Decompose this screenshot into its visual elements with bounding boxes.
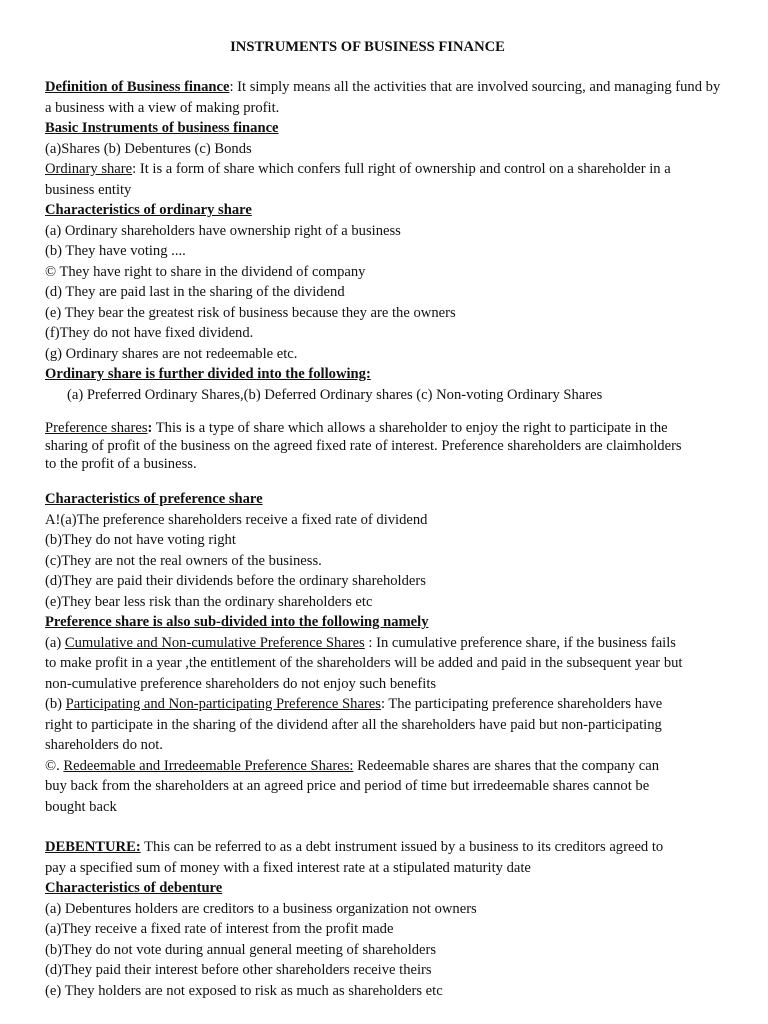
participating-line-2: right to participate in the sharing of the dividend after all the shareholders have paid but non-participating [45, 716, 662, 733]
preference-shares-term: Preference shares [45, 420, 148, 436]
debenture-section [45, 837, 750, 1001]
redeemable-line-3: bought back [45, 798, 117, 815]
cumulative-line-3: non-cumulative preference shareholders do not enjoy such benefits [45, 675, 437, 692]
ordinary-share-definition-line-2: business entity [45, 181, 132, 198]
redeemable-line-2: buy back from the shareholders at an agreed price and period of time but irredeemable shares cannot be [45, 778, 650, 794]
ordinary-divided-heading: Ordinary share is further divided into the following: [45, 366, 371, 382]
ordinary-divided-list: (a) Preferred Ordinary Shares,(b) Deferred Ordinary shares (c) Non-voting Ordinary Shares [67, 386, 603, 403]
redeemable-line-1 [45, 756, 750, 777]
participating-line-3: shareholders do not. [45, 737, 163, 753]
preference-shares-definition-text: This is a type of share which allows a shareholder to enjoy the right to participate in the [152, 420, 668, 436]
preference-shares-definition-line-2: sharing of profit of the business on the agreed fixed rate of interest. Preference shareholders are claimholders [45, 438, 682, 454]
cumulative-prefix: (a) [45, 634, 65, 651]
business-finance-term: Definition of Business finance [45, 79, 230, 95]
business-finance-definition-line-2: a business with a view of making profit. [45, 99, 280, 116]
cumulative-line-2: to make profit in a year ,the entitlement of the shareholders will be added and paid in the subsequent year but [45, 655, 683, 671]
preference-characteristics-heading: Characteristics of preference share [45, 491, 263, 507]
ordinary-share-section [45, 77, 750, 405]
ordinary-share-definition-text: : It is a form of share which confers full right of ownership and control on a shareholder in a [132, 161, 671, 177]
preference-shares-section [45, 419, 750, 473]
cumulative-term: Cumulative and Non-cumulative Preference Shares [64, 634, 365, 651]
list-item: A!(a)The preference shareholders receive a fixed rate of dividend [45, 511, 428, 528]
list-item: (b)They do not vote during annual general meeting of shareholders [45, 941, 437, 958]
participating-term: Participating and Non-participating Preference Shares [65, 696, 381, 712]
list-item: (a)They receive a fixed rate of interest from the profit made [45, 921, 394, 937]
list-item: (a) Debentures holders are creditors to a business organization not owners [45, 900, 477, 917]
participating-prefix: (b) [45, 696, 66, 712]
debenture-term: DEBENTURE: [45, 839, 141, 855]
redeemable-term: Redeemable and Irredeemable Preference Shares: [63, 757, 354, 774]
ordinary-share-term: Ordinary share [45, 161, 133, 177]
list-item: (e) They holders are not exposed to risk as much as shareholders etc [45, 982, 443, 999]
list-item: (b) They have voting .... [45, 243, 186, 259]
list-item: (d) They are paid last in the sharing of the dividend [45, 284, 345, 300]
redeemable-prefix: ©. [45, 757, 64, 774]
preference-shares-definition-line-3: to the profit of a business. [45, 456, 197, 472]
basic-instruments-list: (a)Shares (b) Debentures (c) Bonds [45, 140, 252, 157]
business-finance-definition-text: : It simply means all the activities that are involved sourcing, and managing fund by [229, 79, 721, 95]
preference-subdivided-heading: Preference share is also sub-divided into the following namely [45, 614, 429, 630]
list-item: (g) Ordinary shares are not redeemable etc. [45, 345, 298, 362]
basic-instruments-heading: Basic Instruments of business finance [45, 120, 279, 136]
preference-shares-definition-line-1 [45, 419, 750, 437]
list-item: (f)They do not have fixed dividend. [45, 325, 254, 341]
cumulative-text: : In cumulative preference share, if the business fails [364, 634, 676, 651]
participating-line-1 [45, 694, 750, 715]
list-item: (e)They bear less risk than the ordinary shareholders etc [45, 593, 373, 610]
debenture-definition-line-2: pay a specified sum of money with a fixed interest rate at a stipulated maturity date [45, 859, 531, 876]
list-item: (e) They bear the greatest risk of business because they are the owners [45, 304, 456, 321]
preference-shares-colon: : [147, 420, 153, 436]
cumulative-line-1 [45, 633, 750, 654]
ordinary-characteristics-heading: Characteristics of ordinary share [45, 202, 252, 218]
debenture-characteristics-heading: Characteristics of debenture [45, 880, 223, 896]
document-title: INSTRUMENTS OF BUSINESS FINANCE [230, 39, 505, 55]
preference-characteristics-section [45, 489, 750, 817]
ordinary-share-definition-line-1 [45, 159, 750, 180]
list-item: © They have right to share in the dividend of company [45, 263, 366, 280]
participating-text: : The participating preference shareholders have [380, 696, 663, 712]
list-item: (c)They are not the real owners of the business. [45, 552, 322, 569]
debenture-definition-line-1 [45, 837, 750, 858]
business-finance-definition-line-1 [45, 77, 750, 98]
debenture-definition-text: This can be referred to as a debt instrument issued by a business to its creditors agreed to [140, 839, 664, 855]
list-item: (a) Ordinary shareholders have ownership right of a business [45, 222, 401, 239]
list-item: (b)They do not have voting right [45, 532, 236, 548]
list-item: (d)They paid their interest before other shareholders receive theirs [45, 962, 432, 978]
list-item: (d)They are paid their dividends before the ordinary shareholders [45, 573, 426, 589]
redeemable-text: Redeemable shares are shares that the company can [353, 757, 660, 774]
